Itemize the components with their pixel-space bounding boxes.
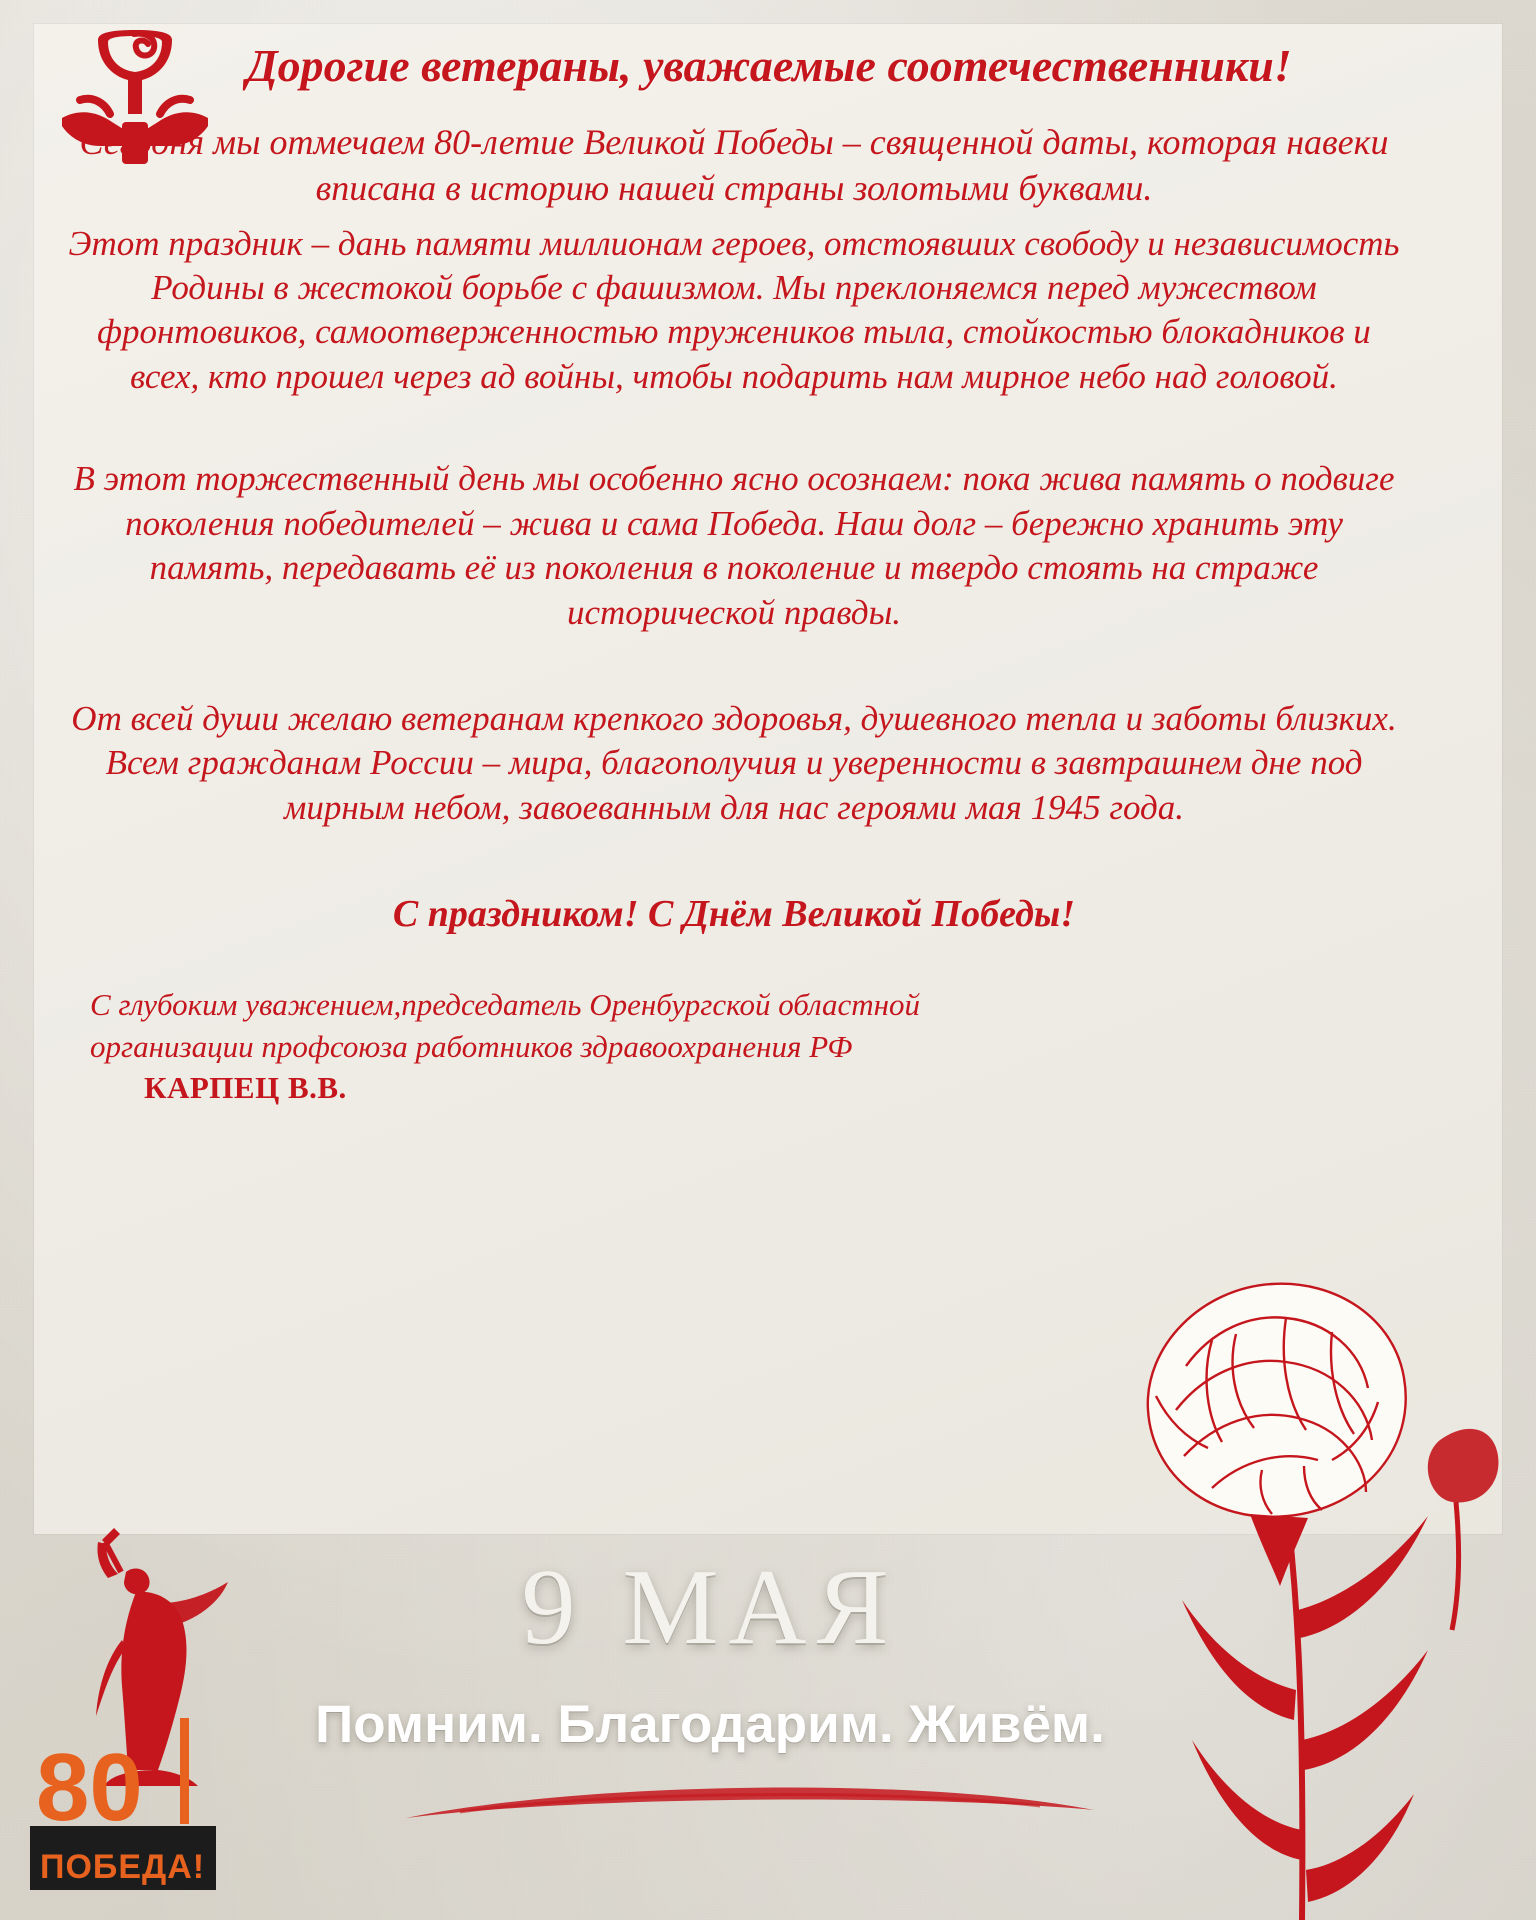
page-title: Дорогие ветераны, уважаемые соотечественники! — [246, 40, 1292, 91]
brush-stroke-divider — [400, 1762, 1100, 1832]
paragraph-4: От всей души желаю ветеранам крепкого здоровья, душевного тепла и заботы близких. Всем гражданам России – мира, благополучия и уверенности в завтрашнем дне под мирным небом, завоеванным для нас героями мая 1945 года. — [71, 699, 1397, 827]
congratulation-line: С праздником! С Днём Великой Победы! — [392, 893, 1076, 936]
may9-title: 9 МАЯ — [521, 1548, 899, 1667]
paragraph-2: Этот праздник – дань памяти миллионам героев, отстоявших свободу и независимость Родины в жестокой борьбе с фашизмом. Мы преклоняемся перед мужеством фронтовиков, самоотверженностью тружеников тыла, стойкостью блокадников и всех, кто прошел через ад войны, чтобы подарить нам мирное небо над головой. — [68, 223, 1400, 396]
svg-text:80: 80 — [36, 1734, 143, 1841]
badge-80-victory — [30, 1710, 230, 1890]
signature-text: С глубоким уважением,председатель Оренбургской областной организации профсоюза работников здравоохранения РФ — [90, 987, 921, 1064]
svg-text:ПОБЕДА!: ПОБЕДА! — [40, 1848, 206, 1886]
paragraph-3: В этот торжественный день мы особенно ясно осознаем: пока жива память о подвиге поколения победителей – жива и сама Победа. Наш долг – бережно хранить эту память, передавать её из поколения в поколение и твердо стоять на страже исторической правды. — [73, 459, 1395, 632]
carnation-flower-illustration — [1036, 1270, 1536, 1920]
signature-block — [28, 984, 990, 1108]
paragraph-1: Сегодня мы отмечаем 80-летие Великой Победы – священной даты, которая навеки вписана в историю нашей страны золотыми буквами. — [79, 122, 1389, 208]
signature-name: КАРПЕЦ В.В. — [144, 1069, 347, 1105]
slogan-text: Помним. Благодарим. Живём. — [315, 1695, 1105, 1754]
